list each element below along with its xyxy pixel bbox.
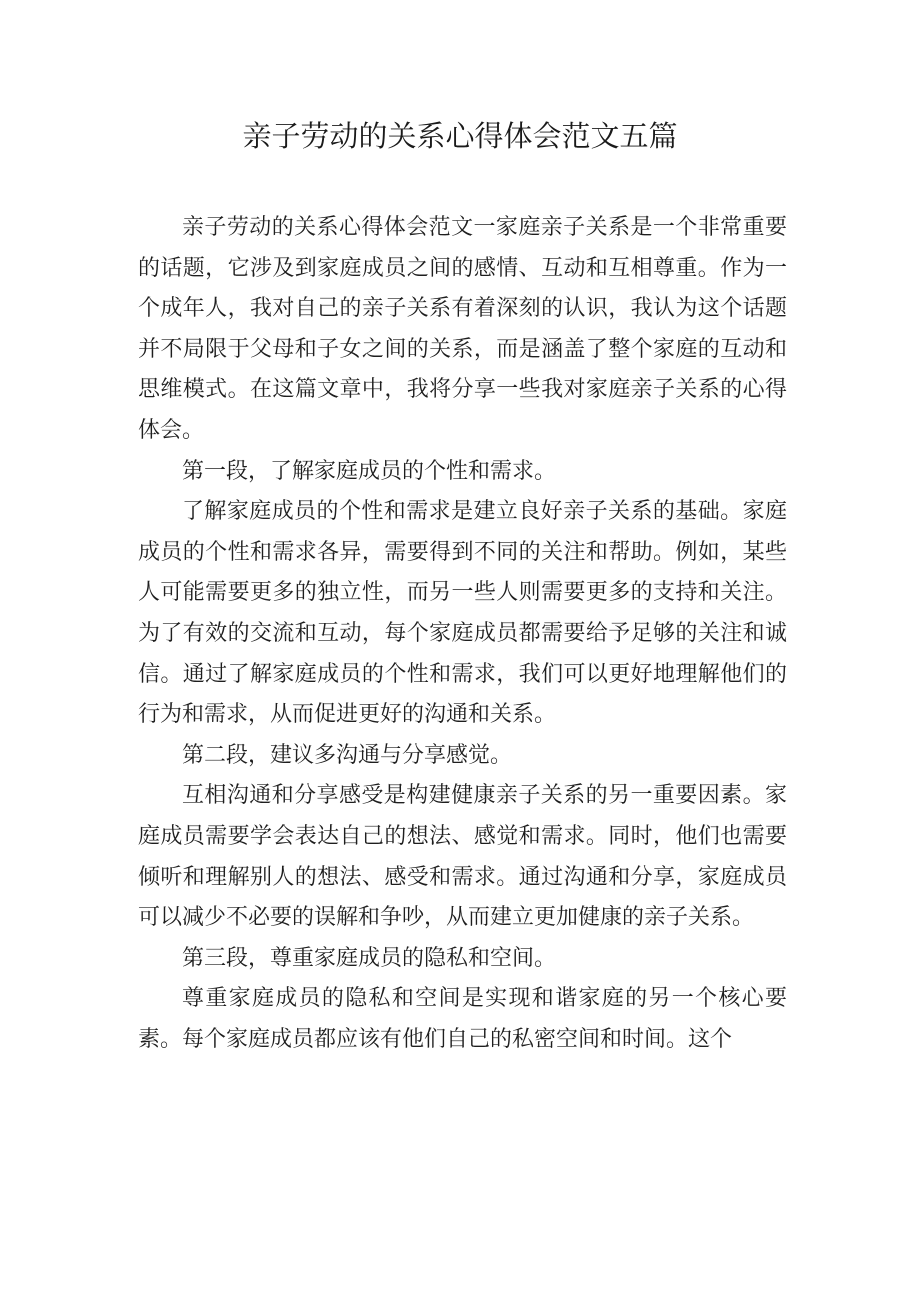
paragraph-intro: 亲子劳动的关系心得体会范文一家庭亲子关系是一个非常重要的话题，它涉及到家庭成员之间的感情、互动和互相尊重。作为一个成年人，我对自己的亲子关系有着深刻的认识，我认为这个话题并不局限于父母和子女之间的关系，而是涵盖了整个家庭的互动和思维模式。在这篇文章中，我将分享一些我对家庭亲子关系的心得体会。 [138,215,787,443]
section-heading-1: 第一段，了解家庭成员的个性和需求。 [182,458,557,484]
document-body [138,208,787,1060]
paragraph-section-1: 了解家庭成员的个性和需求是建立良好亲子关系的基础。家庭成员的个性和需求各异，需要得到不同的关注和帮助。例如，某些人可能需要更多的独立性，而另一些人则需要更多的支持和关注。为了有效的交流和互动，每个家庭成员都需要给予足够的关注和诚信。通过了解家庭成员的个性和需求，我们可以更好地理解他们的行为和需求，从而促进更好的沟通和关系。 [138,499,787,728]
document-title: 亲子劳动的关系心得体会范文五篇 [242,119,678,153]
paragraph-section-2: 互相沟通和分享感受是构建健康亲子关系的另一重要因素。家庭成员需要学会表达自己的想法、感觉和需求。同时，他们也需要倾听和理解别人的想法、感受和需求。通过沟通和分享，家庭成员可以减少不必要的误解和争吵，从而建立更加健康的亲子关系。 [138,783,787,931]
section-heading-2: 第二段，建议多沟通与分享感觉。 [182,742,513,768]
section-heading-3: 第三段，尊重家庭成员的隐私和空间。 [182,945,557,971]
paragraph-section-3: 尊重家庭成员的隐私和空间是实现和谐家庭的另一个核心要素。每个家庭成员都应该有他们自己的私密空间和时间。这个 [138,986,787,1052]
